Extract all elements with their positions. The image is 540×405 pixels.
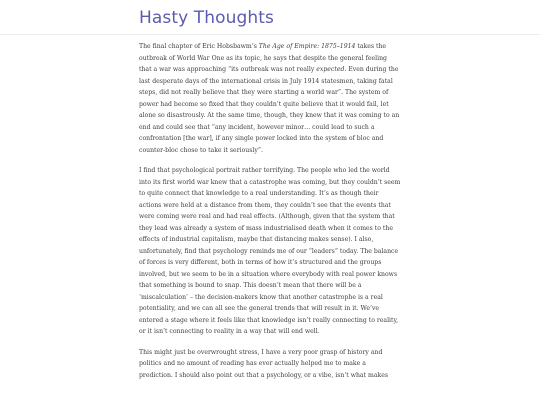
paragraph-2: I find that psychological portrait rather terrifying. The people who led the world into its first world war knew that a catastrophe was coming, but they couldn’t seem to quite connect that knowledge to a real understanding. It’s as though their actions were held at a distance from them, they couldn’t see that the events that were coming were real and had real effects. (Although, given that the system that they lead was already a system of mass industrialised death when it comes to the effects of industrial capitalism, maybe that distancing makes sense). I also, unfortunately, find that psychology reminds me of our “leaders” today. The balance of forces is very different, both in terms of how it’s structured and the groups involved, but we seem to be in a situation where everybody with real power knows that something is bound to snap. This doesn’t mean that there will be a ‘miscalculation’ – the decision-makers know that another catastrophe is a real potentiality, and we can all see the general trends that will result in it. We’ve entered a stage where it feels like that knowledge isn’t really connecting to reality, or it isn’t connecting to reality in a way that will end well. — [139, 167, 401, 335]
paragraph-1-text-e: . Even during the last desperate days of the international crisis in July 1914 statesmen, taking fatal steps, did not really believe that they were starting a world war”. The system of power had become so fixed that they couldn’t quite believe that it would fail, let alone so disastrously. At the same time, though, they knew that it was coming to an end and could see that “any incident, however minor… could lead to such a confrontation [the war], if any single power locked into the system of bloc and counter-bloc chose to take it seriously”. — [139, 66, 400, 154]
paragraph-1-text-c: takes the outbreak of World War One as its topic, he says that despite the general feeling that a war was approaching “its outbreak was not really — [139, 43, 387, 73]
emphasis-expected: expected — [316, 66, 345, 73]
post-content — [139, 41, 401, 390]
site-header — [0, 0, 540, 35]
paragraph-1 — [139, 41, 401, 156]
site-title-link[interactable]: Hasty Thoughts — [139, 8, 275, 28]
paragraph-1-text-a: The final chapter of Eric Hobsbawm’s — [139, 43, 259, 50]
book-title: The Age of Empire: 1875–1914 — [258, 43, 356, 50]
paragraph-3: This might just be overwrought stress, I have a very poor grasp of history and politics and no amount of reading has ever actually helped me to make a prediction. I should also point out that a psychology, or a vibe, isn’t what makes — [139, 348, 388, 379]
